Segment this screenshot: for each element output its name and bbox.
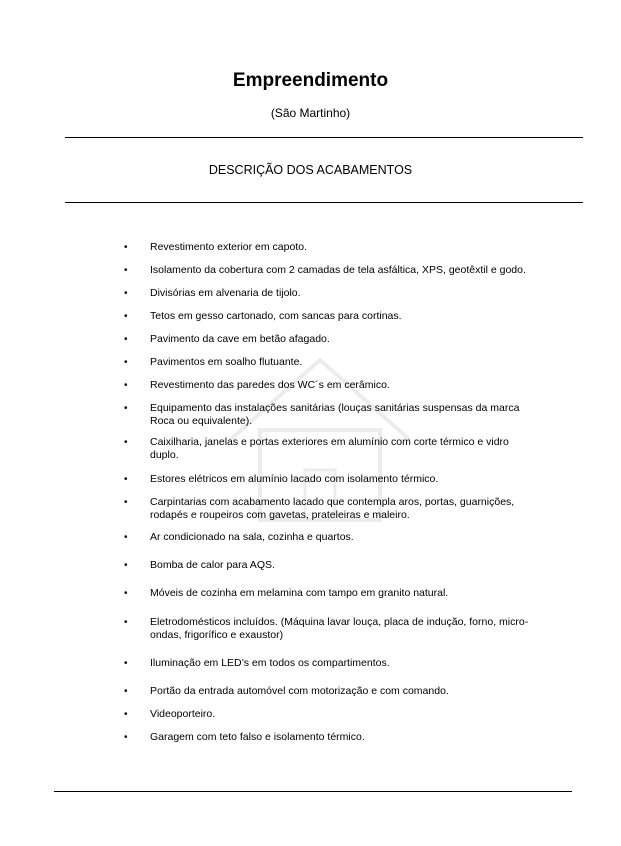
list-item-text: Garagem com teto falso e isolamento térmico. [150,731,365,743]
list-item [124,531,544,544]
bullet-icon: • [124,497,128,508]
bullet-icon: • [124,532,128,543]
footer-divider [54,791,572,792]
bullet-icon: • [124,709,128,720]
bullet-icon: • [124,732,128,743]
bullet-icon: • [124,357,128,368]
list-item [124,241,544,254]
list-item-text: Divisórias em alvenaria de tijolo. [150,287,301,299]
list-item-text: Isolamento da cobertura com 2 camadas de tela asfáltica, XPS, geotêxtil e godo. [150,264,526,276]
list-item [124,356,544,369]
bullet-icon: • [124,311,128,322]
list-item [124,685,544,698]
list-item [124,731,544,744]
list-item-text: Ar condicionado na sala, cozinha e quartos. [150,531,354,543]
section-heading: DESCRIÇÃO DOS ACABAMENTOS [208,163,413,177]
list-item-text: Pavimento da cave em betão afagado. [150,333,330,345]
bullet-icon: • [124,265,128,276]
list-item [124,657,544,670]
list-item-text: Revestimento exterior em capoto. [150,241,307,253]
document-title: Empreendimento [232,70,389,91]
list-item [124,473,544,486]
list-item [124,287,544,300]
list-item [124,496,544,522]
list-item [124,310,544,323]
list-item-text: Pavimentos em soalho flutuante. [150,356,303,368]
bullet-icon: • [124,474,128,485]
bullet-icon: • [124,686,128,697]
list-item [124,559,544,572]
list-item [124,264,544,277]
list-item-text: Caixilharia, janelas e portas exteriores em alumínio com corte térmico e vidro duplo. [150,436,509,461]
list-item-text: Portão da entrada automóvel com motorização e com comando. [150,685,449,697]
list-item-text: Videoporteiro. [150,708,216,720]
bullet-icon: • [124,242,128,253]
bullet-icon: • [124,560,128,571]
list-item-text: Iluminação em LED’s em todos os compartimentos. [150,657,390,669]
bullet-icon: • [124,288,128,299]
list-item [124,616,544,642]
list-item [124,436,544,462]
list-item [124,708,544,721]
document-subtitle: (São Martinho) [270,106,351,120]
list-item [124,333,544,346]
list-item [124,402,544,428]
list-item-text: Tetos em gesso cartonado, com sancas para cortinas. [150,310,402,322]
list-item-text: Bomba de calor para AQS. [150,559,275,571]
bullet-icon: • [124,403,128,414]
list-item-text: Móveis de cozinha em melamina com tampo em granito natural. [150,587,449,599]
list-item-text: Equipamento das instalações sanitárias (louças sanitárias suspensas da marca Roca ou equivalente). [150,402,520,427]
list-item-text: Eletrodomésticos incluídos. (Máquina lavar louça, placa de indução, forno, micro-ondas, frigorífico e exaustor) [150,616,529,641]
list-item [124,587,544,600]
bullet-icon: • [124,617,128,628]
list-item-text: Revestimento das paredes dos WC´s em cerâmico. [150,379,390,391]
list-item [124,379,544,392]
bullet-icon: • [124,588,128,599]
list-item-text: Carpintarias com acabamento lacado que contempla aros, portas, guarnições, rodapés e roupeiros com gavetas, prateleiras e maleiro. [150,496,515,521]
bullet-icon: • [124,380,128,391]
list-item-text: Estores elétricos em alumínio lacado com isolamento térmico. [150,473,439,485]
bullet-icon: • [124,334,128,345]
bullet-icon: • [124,437,128,448]
bullet-icon: • [124,658,128,669]
